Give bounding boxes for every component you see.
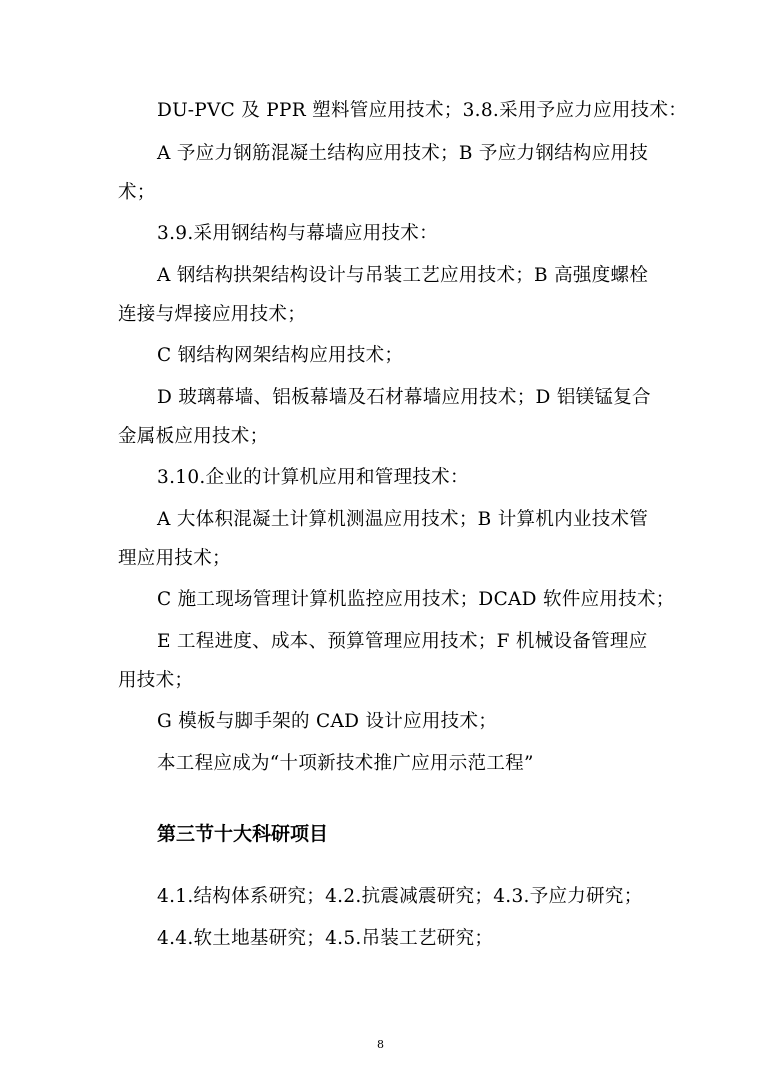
text-line-16: G 模板与脚手架的 CAD 设计应用技术； [157,711,498,732]
text-line-11: A 大体积混凝土计算机测温应用技术；B 计算机内业技术管 [157,509,649,530]
text-line-6: 连接与焊接应用技术； [118,304,307,325]
text-line-15: 用技术； [118,670,194,691]
page-number: 8 [377,1038,384,1051]
text-line-3: 术； [118,182,156,203]
text-line-17: 本工程应成为“十项新技术推广应用示范工程” [157,753,534,774]
research-line-2: 4.4.软土地基研究；4.5.吊装工艺研究； [157,928,494,949]
text-line-7: C 钢结构网架结构应用技术； [157,345,404,366]
text-line-2: A 予应力钢筋混凝土结构应用技术；B 予应力钢结构应用技 [157,143,649,164]
text-line-13: C 施工现场管理计算机监控应用技术；DCAD 软件应用技术； [157,589,675,610]
text-line-5: A 钢结构拱架结构设计与吊装工艺应用技术；B 高强度螺栓 [157,265,649,286]
text-line-14: E 工程进度、成本、预算管理应用技术；F 机械设备管理应 [157,631,648,652]
text-line-1: DU-PVC 及 PPR 塑料管应用技术；3.8.采用予应力应用技术： [157,100,688,121]
text-line-8: D 玻璃幕墙、铝板幕墙及石材幕墙应用技术；D 铝镁锰复合 [157,387,651,408]
text-line-4: 3.9.采用钢结构与幕墙应用技术： [157,223,438,244]
research-line-1: 4.1.结构体系研究；4.2.抗震减震研究；4.3.予应力研究； [157,886,643,907]
text-line-12: 理应用技术； [118,548,231,569]
text-line-9: 金属板应用技术； [118,426,269,447]
section-heading: 第三节十大科研项目 [157,823,329,845]
text-line-10: 3.10.企业的计算机应用和管理技术： [157,467,469,488]
